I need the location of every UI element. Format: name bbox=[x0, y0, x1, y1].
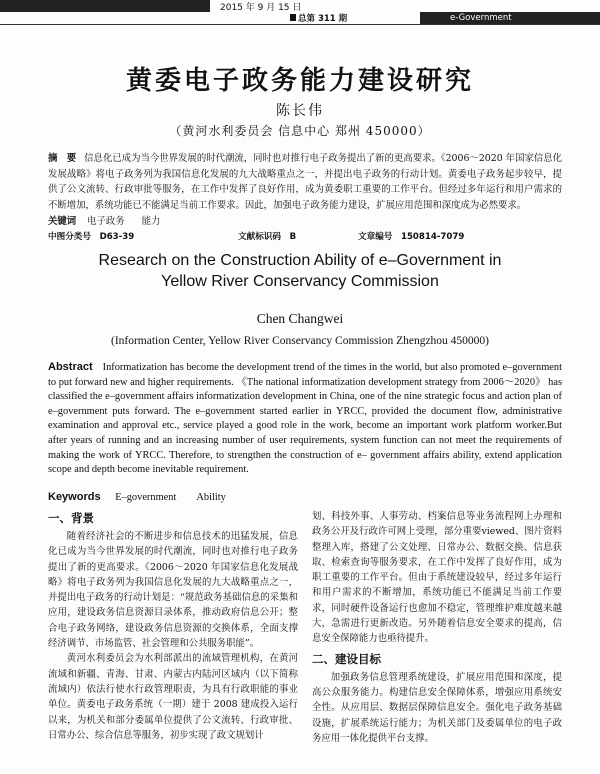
author-chinese: 陈长伟 bbox=[276, 103, 324, 119]
affiliation-english: (Information Center, Yellow River Conservancy Commission Zhengzhou 450000) bbox=[110, 335, 490, 347]
abstract-english-text: Informatization has become the development trend of the times in the world, but also promoted e–government to put forward new and higher requirements. 《The national informatization development strategy from 2006～2020》 has classified the e–government affairs informatization development in China, one of the nine strategic focus and action plan of e–government puts forward. The e–government started earlier in YRCC, provided the document flow, administrative examination and approval etc., service played a good role in the work, become an important work platform worker.But after years of running and an increasing number of user requirements, system function can not meet the requirements of making the work of YRCC. Therefore, to strengthen the construction of e– government affairs ability, extend application scope and depth become inevitable requirement. bbox=[48, 362, 562, 476]
header-journal: e-Government bbox=[420, 12, 600, 24]
abstract-english-label: Abstract bbox=[48, 361, 93, 373]
keywords-english bbox=[48, 491, 244, 503]
body-column-right bbox=[312, 509, 562, 746]
title-english-line1: Research on the Construction Ability of e–Government in bbox=[98, 252, 502, 269]
keywords-chinese bbox=[48, 213, 174, 227]
body-column-left bbox=[48, 509, 298, 743]
page-header bbox=[0, 0, 600, 26]
header-date: 2015 年 9 月 15 日 bbox=[220, 3, 302, 13]
title-english-line2: Yellow River Conservancy Commission bbox=[161, 273, 439, 290]
abstract-chinese bbox=[48, 151, 562, 213]
keyword-english: Ability bbox=[196, 492, 226, 503]
author-english: Chen Changwei bbox=[256, 311, 344, 326]
keyword-chinese: 电子政务 bbox=[87, 216, 125, 227]
document-code: 文献标识码 B bbox=[238, 232, 297, 242]
keyword-chinese: 能力 bbox=[141, 216, 161, 227]
clc-number: 中图分类号 D63-39 bbox=[48, 232, 135, 242]
abstract-english bbox=[48, 360, 562, 478]
title-chinese: 黄委电子政务能力建设研究 bbox=[125, 66, 474, 96]
article-number: 文章编号 150814-7079 bbox=[358, 232, 465, 242]
body-paragraph: 加强政务信息管理系统建设，扩展应用范围和深度，提高公众服务能力。构建信息安全保障体系，增强应用系统安全性。从应用层、数据层保障信息安全。强化电子政务基础设施，扩展系统运行能力；为机关部门及委属单位的电子政务应用一体化提供平台支撑。 bbox=[312, 671, 562, 744]
body-paragraph: 随着经济社会的不断进步和信息技术的迅猛发展，信息化已成为当今世界发展的时代潮流，同时也对推行电子政务提出了新的更高要求。《2006～2020 年国家信息化发展战略》将电子政务列为我国信息化发展的九大战略重点之一，并提出电子政务的行动计划是：“规范政务基础信息的采集和应用，建设政务信息资源目录体系，推动政府信息公开；整合电子政务网络，建设政务信息资源的交换体系，全面支撑经济调节、市场监管、社会管理和公共服务职能”。 bbox=[48, 531, 298, 650]
header-issue: 总第 311 期 bbox=[290, 12, 347, 24]
section-heading: 一、背景 bbox=[48, 511, 94, 525]
affiliation-chinese: （黄河水利委员会 信息中心 郑州 450000） bbox=[169, 124, 431, 138]
abstract-chinese-label: 摘 要 bbox=[48, 153, 77, 164]
keywords-english-label: Keywords bbox=[48, 491, 101, 503]
header-bar-left bbox=[0, 0, 210, 12]
header-rule bbox=[0, 24, 600, 25]
body-paragraph: 黄河水利委员会为水利部派出的流域管理机构，在黄河流域和新疆、青海、甘肃、内蒙古内陆河区域内（以下简称流域内）依法行使水行政管理职责，为具有行政职能的事业单位。黄委电子政务系统（一期）建于 2008 建成投入运行以来，为机关和部分委属单位提供了公文流转、行政审批、日常办公、综合信息等服务，初步实现了政文规划计 bbox=[48, 653, 298, 741]
body-paragraph: 划、科技外事、人事劳动、档案信息等业务流程网上办理和政务公开及行政许可网上受理，部分重要viewed、图片资料整理入库，搭建了公文处理、日常办公、数据交换、信息获取、检索查询等服务要求，在工作中发挥了良好作用，成为职工重要的工作平台。但由于系统建设较早，经过多年运行和用户需求的不断增加，系统功能已不能满足当前工作要求，同时硬件设备运行也愈加不稳定，管理维护难度越来越大，急需进行更新改造。另外随着信息安全要求的提高，信息安全保障能力也亟待提升。 bbox=[312, 511, 562, 645]
keywords-chinese-label: 关键词 bbox=[48, 216, 77, 227]
keyword-english: E–government bbox=[115, 492, 177, 503]
section-heading: 二、建设目标 bbox=[312, 651, 381, 666]
abstract-chinese-text: 信息化已成为当今世界发展的时代潮流，同时也对推行电子政务提出了新的更高要求。《2006～2020 年国家信息化发展战略》将电子政务列为我国信息化发展的九大战略重点之一，并提出电子政务的行动计划。黄委电子政务起步较早，提供了公文流转、行政审批等服务，在工作中发挥了良好作用，成为黄委职工重要的工作平台。但经过多年运行和用户需求的不断增加，系统功能已不能满足当前工作要求。因此，加强电子政务能力建设，扩展应用范围和深度成为必然要求。 bbox=[48, 153, 562, 211]
title-english bbox=[0, 250, 600, 292]
